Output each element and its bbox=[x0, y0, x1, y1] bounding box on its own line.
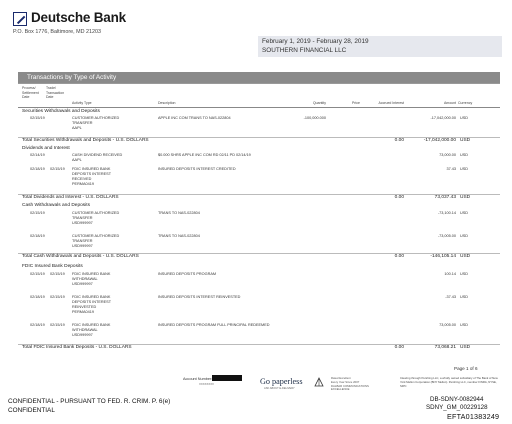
row-trade-date: 02/15/19 bbox=[50, 323, 65, 327]
category-total-currency: USD bbox=[460, 254, 471, 259]
row-activity: CUSTOMER AUTHORIZED TRANSFER USD999997 bbox=[72, 234, 120, 249]
category-total-amount: 73,068.21 bbox=[434, 345, 456, 350]
row-currency: USD bbox=[460, 116, 469, 120]
dalbar-award-icon bbox=[314, 377, 324, 387]
category-total-label: Total Dividends and Interest - U.S. DOLLARS bbox=[22, 195, 119, 200]
category-total-accrued: 0.00 bbox=[394, 138, 404, 143]
category-total-accrued: 0.00 bbox=[394, 345, 404, 350]
row-date: 02/18/19 bbox=[30, 234, 45, 238]
row-description: $0.000 SHRS APPLE INC COM RD 02/11 PD 02/14/19 bbox=[158, 153, 251, 157]
row-date: 02/14/19 bbox=[30, 153, 45, 157]
category-title: Cash Withdrawals and Deposits bbox=[22, 203, 90, 208]
bates-number-efta: EFTA01383249 bbox=[447, 412, 500, 421]
row-description: APPLE INC COM TRANS TO NAS-022804 bbox=[158, 116, 231, 120]
row-currency: USD bbox=[460, 295, 469, 299]
col-trade-date: Trade/ Transaction Date bbox=[46, 86, 65, 100]
row-quantity: -100,000.000 bbox=[303, 116, 326, 120]
go-paperless-logo: Go paperless bbox=[260, 377, 303, 386]
category-total-label: Total Cash Withdrawals and Deposits - U.S. DOLLARS bbox=[22, 254, 139, 259]
category-title: FDIC Insured Bank Deposits bbox=[22, 264, 83, 269]
row-description: INSURED DEPOSITS PROGRAM bbox=[158, 272, 217, 276]
row-date: 02/15/19 bbox=[30, 211, 45, 215]
category-title: Securities Withdrawals and Deposits bbox=[22, 109, 100, 114]
bank-address: P.O. Box 1776, Baltimore, MD 21203 bbox=[13, 29, 101, 35]
bates-number-db: DB-SDNY-0082944 bbox=[430, 396, 484, 403]
row-currency: USD bbox=[460, 234, 469, 238]
col-accrued-interest: Accrued Interest bbox=[378, 101, 404, 105]
account-number-sub: XXXXXXXX bbox=[199, 382, 214, 386]
section-divider bbox=[18, 83, 500, 84]
row-date: 02/18/19 bbox=[30, 323, 45, 327]
account-number-label: Account Number: bbox=[183, 377, 213, 381]
category-total-accrued: 0.00 bbox=[394, 195, 404, 200]
row-amount: 37.43 bbox=[446, 167, 456, 171]
category-total-label: Total Securities Withdrawals and Deposits - U.S. DOLLARS bbox=[22, 138, 149, 143]
row-description: TRANS TO NAS-022804 bbox=[158, 211, 200, 215]
section-title: Transactions by Type of Activity bbox=[27, 73, 117, 81]
col-quantity: Quantity bbox=[312, 101, 326, 105]
category-total-amount: -17,042,000.00 bbox=[423, 138, 456, 143]
category-total-amount: -146,105.14 bbox=[430, 254, 456, 259]
row-amount: -73,005.00 bbox=[437, 234, 456, 238]
row-trade-date: 02/15/19 bbox=[50, 295, 65, 299]
page-number: Page 1 of 6 bbox=[454, 366, 478, 371]
col-activity-type: Activity Type bbox=[72, 101, 92, 105]
bank-name: Deutsche Bank bbox=[31, 10, 126, 25]
row-date: 02/15/19 bbox=[30, 116, 45, 120]
confidential-notice: CONFIDENTIAL - PURSUANT TO FED. R. CRIM. P. 6(e) bbox=[8, 398, 171, 405]
category-total-label: Total FDIC Insured Bank Deposits - U.S. DOLLARS bbox=[22, 345, 132, 350]
row-description: INSURED DEPOSITS PROGRAM FULL PRINCIPAL REDEEMED bbox=[158, 323, 270, 327]
row-amount: 100.14 bbox=[444, 272, 456, 276]
redacted-account-number bbox=[212, 375, 242, 381]
row-date: 02/18/19 bbox=[30, 295, 45, 299]
row-currency: USD bbox=[460, 323, 469, 327]
row-amount: -37.43 bbox=[445, 295, 456, 299]
row-currency: USD bbox=[460, 167, 469, 171]
row-amount: 73,000.00 bbox=[439, 153, 456, 157]
confidential-label: CONFIDENTIAL bbox=[8, 407, 55, 414]
go-paperless-tagline: ASK ABOUT E-DELIVERY bbox=[264, 387, 295, 390]
row-activity: FDIC INSURED BANK DEPOSITS INTEREST RECEIVED PERMA0419 bbox=[72, 167, 112, 187]
row-amount: -17,042,000.00 bbox=[430, 116, 456, 120]
category-total-currency: USD bbox=[460, 195, 471, 200]
row-currency: USD bbox=[460, 153, 469, 157]
statement-period: February 1, 2019 - February 28, 2019 bbox=[262, 38, 369, 45]
col-currency: Currency bbox=[458, 101, 473, 105]
row-activity: CUSTOMER AUTHORIZED TRANSFER USD999997 bbox=[72, 211, 120, 226]
header-divider bbox=[18, 107, 500, 108]
row-date: 02/18/19 bbox=[30, 167, 45, 171]
category-total-currency: USD bbox=[460, 345, 471, 350]
row-description: TRANS TO NAS-022804 bbox=[158, 234, 200, 238]
bates-number-sdny: SDNY_GM_00229128 bbox=[426, 404, 488, 411]
row-trade-date: 02/15/19 bbox=[50, 167, 65, 171]
account-holder-name: SOUTHERN FINANCIAL LLC bbox=[262, 47, 347, 54]
row-activity: FDIC INSURED BANK WITHDRAWAL USD999997 bbox=[72, 272, 111, 287]
col-description: Description bbox=[158, 101, 176, 105]
clearing-disclosure: Clearing through Pershing LLC, a wholly owned subsidiary of The Bank of New York Mellon Corporation (BNY Mellon). Pershing LLC, member FINRA, NYSE, SIPC bbox=[400, 376, 498, 388]
row-amount: -73,100.14 bbox=[437, 211, 456, 215]
col-process-date: Process/ Settlement Date bbox=[22, 86, 39, 100]
row-trade-date: 02/15/19 bbox=[50, 272, 65, 276]
row-amount: 73,005.00 bbox=[439, 323, 456, 327]
col-price: Price bbox=[352, 101, 360, 105]
row-description: INSURED DEPOSITS INTEREST REINVESTED bbox=[158, 295, 241, 299]
row-activity: FDIC INSURED BANK DEPOSITS INTEREST REINVESTED PERMA0419 bbox=[72, 295, 112, 315]
category-total-amount: 73,037.43 bbox=[434, 195, 456, 200]
row-activity: CASH DIVIDEND RECEIVED AAPL bbox=[72, 153, 123, 163]
col-amount: Amount bbox=[443, 101, 456, 105]
category-total-accrued: 0.00 bbox=[394, 254, 404, 259]
category-title: Dividends and Interest bbox=[22, 146, 70, 151]
row-date: 02/15/19 bbox=[30, 272, 45, 276]
deutsche-bank-logo-icon bbox=[13, 12, 27, 26]
row-description: INSURED DEPOSITS INTEREST CREDITED bbox=[158, 167, 236, 171]
row-currency: USD bbox=[460, 211, 469, 215]
row-activity: FDIC INSURED BANK WITHDRAWAL USD999997 bbox=[72, 323, 111, 338]
dalbar-award-text: Rated Excellent Every Year Since 2007 DALBAR COMMUNICATIONS EXCELLENCE bbox=[331, 376, 369, 392]
row-currency: USD bbox=[460, 272, 469, 276]
category-total-currency: USD bbox=[460, 138, 471, 143]
row-activity: CUSTOMER AUTHORIZED TRANSFER AAPL bbox=[72, 116, 120, 131]
